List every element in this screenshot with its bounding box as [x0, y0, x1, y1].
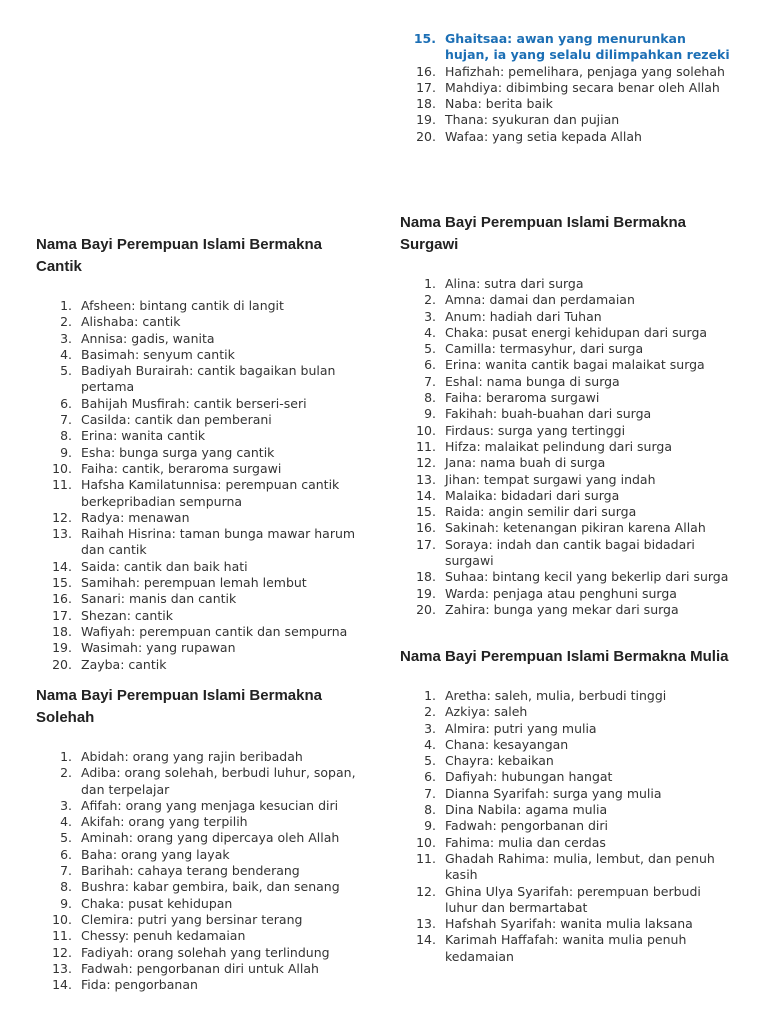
- item-number: 14.: [52, 977, 72, 993]
- item-text: Basimah: senyum cantik: [81, 346, 235, 362]
- section-heading: Nama Bayi Perempuan Islami Bermakna Mulia: [400, 648, 729, 665]
- item-text: Abidah: orang yang rajin beribadah: [81, 749, 303, 764]
- item-text: Dafiyah: hubungan hangat: [445, 769, 613, 785]
- item-text: Afifah: orang yang menjaga kesucian diri: [81, 797, 339, 813]
- list-item: [400, 488, 730, 504]
- list-item: [36, 591, 366, 607]
- item-text: Aretha: saleh, mulia, berbudi tinggi: [445, 688, 667, 703]
- item-text: Eshal: nama bunga di surga: [445, 373, 620, 389]
- item-number: 3.: [424, 720, 436, 736]
- item-text: Sakinah: ketenangan pikiran karena Allah: [445, 520, 706, 536]
- item-number: 5.: [424, 341, 436, 357]
- list-item: [400, 916, 730, 932]
- item-number: 16.: [416, 63, 436, 79]
- item-text: Jana: nama buah di surga: [445, 455, 606, 471]
- list-item: [36, 945, 366, 961]
- section-cantik: [36, 234, 366, 673]
- list-item: [36, 977, 366, 993]
- item-number: 7.: [424, 373, 436, 389]
- item-number: 2.: [60, 765, 72, 781]
- item-text: Suhaa: bintang kecil yang bekerlip dari surga: [445, 569, 729, 585]
- item-text: Ghadah Rahima: mulia, lembut, dan penuh kasih: [445, 850, 715, 883]
- item-number: 9.: [424, 406, 436, 422]
- item-number: 6.: [60, 395, 72, 411]
- item-text: Dina Nabila: agama mulia: [445, 802, 608, 818]
- list-item: [400, 569, 730, 585]
- item-text: Zahira: bunga yang mekar dari surga: [445, 601, 679, 617]
- item-text: Clemira: putri yang bersinar terang: [81, 911, 303, 927]
- item-number: 13.: [416, 916, 436, 932]
- list-item: [36, 331, 366, 347]
- item-text: Fida: pengorbanan: [81, 977, 198, 993]
- item-text: Alishaba: cantik: [81, 314, 181, 330]
- item-number: 2.: [60, 314, 72, 330]
- item-text: Wafaa: yang setia kepada Allah: [445, 128, 642, 144]
- name-list: [400, 276, 730, 618]
- item-number: 15.: [416, 504, 436, 520]
- item-text: Raihah Hisrina: taman bunga mawar harum dan cantik: [81, 526, 356, 558]
- list-item: [400, 802, 730, 818]
- item-text: Fadiyah: orang solehah yang terlindung: [81, 944, 330, 960]
- item-text: Wafiyah: perempuan cantik dan sempurna: [81, 623, 348, 639]
- list-item: [36, 314, 366, 330]
- item-text: Fahima: mulia dan cerdas: [445, 834, 606, 850]
- list-item: [400, 472, 730, 488]
- item-number: 1.: [60, 298, 72, 313]
- item-number: 2.: [424, 292, 436, 308]
- item-number: 7.: [60, 412, 72, 428]
- list-item: [36, 396, 366, 412]
- item-number: 4.: [424, 736, 436, 752]
- item-number: 5.: [60, 363, 72, 379]
- list-item: [36, 559, 366, 575]
- item-text: Annisa: gadis, wanita: [81, 330, 215, 346]
- list-item: [400, 602, 730, 618]
- section-heading: Nama Bayi Perempuan Islami Bermakna Solehah: [36, 687, 322, 726]
- item-text: Adiba: orang solehah, berbudi luhur, sopan, dan terpelajar: [81, 765, 356, 797]
- item-number: 10.: [52, 460, 72, 476]
- section-solehah: [36, 685, 366, 993]
- item-text: Fadwah: pengorbanan diri untuk Allah: [81, 960, 319, 976]
- list-item: [36, 526, 366, 559]
- item-text: Akifah: orang yang terpilih: [81, 814, 248, 830]
- list-item: [36, 912, 366, 928]
- list-item: [400, 537, 730, 570]
- item-text: Karimah Haffafah: wanita mulia penuh kedamaian: [445, 932, 687, 964]
- item-number: 11.: [416, 850, 436, 866]
- item-number: 20.: [416, 128, 436, 144]
- name-list: [400, 31, 730, 145]
- list-item: [400, 851, 730, 884]
- item-text: Jihan: tempat surgawi yang indah: [445, 471, 656, 487]
- list-item: [36, 608, 366, 624]
- list-item: [36, 477, 366, 510]
- list-item: [36, 847, 366, 863]
- list-item: [400, 374, 730, 390]
- item-number: 8.: [424, 802, 436, 818]
- item-number: 18.: [52, 623, 72, 639]
- item-text: Fakihah: buah-buahan dari surga: [445, 406, 652, 422]
- item-number: 14.: [52, 558, 72, 574]
- list-item: [400, 704, 730, 720]
- list-item: [400, 688, 730, 704]
- item-number: 8.: [60, 428, 72, 444]
- item-number: 19.: [52, 640, 72, 656]
- item-text: Bushra: kabar gembira, baik, dan senang: [81, 879, 340, 895]
- item-number: 9.: [424, 818, 436, 834]
- item-text: Dianna Syarifah: surga yang mulia: [445, 785, 662, 801]
- item-number: 14.: [416, 932, 436, 948]
- list-item: [400, 31, 730, 64]
- item-text: Hafshah Syarifah: wanita mulia laksana: [445, 916, 693, 932]
- item-text: Anum: hadiah dari Tuhan: [445, 308, 602, 324]
- item-number: 11.: [416, 438, 436, 454]
- list-item: [400, 721, 730, 737]
- item-number: 19.: [416, 112, 436, 128]
- item-number: 15.: [52, 575, 72, 591]
- list-item: [36, 879, 366, 895]
- list-item: [36, 896, 366, 912]
- name-list: [36, 298, 366, 673]
- list-item: [36, 412, 366, 428]
- item-text: Chaka: pusat kehidupan: [81, 895, 233, 911]
- item-text: Hifza: malaikat pelindung dari surga: [445, 438, 672, 454]
- list-item: [400, 357, 730, 373]
- item-text: Malaika: bidadari dari surga: [445, 487, 620, 503]
- item-text: Radya: menawan: [81, 509, 190, 525]
- item-text: Raida: angin semilir dari surga: [445, 504, 637, 520]
- item-number: 4.: [60, 814, 72, 830]
- item-text: Afsheen: bintang cantik di langit: [81, 298, 284, 313]
- item-number: 1.: [424, 688, 436, 703]
- item-number: 8.: [60, 879, 72, 895]
- section-mulia: [400, 646, 730, 965]
- item-number: 17.: [52, 607, 72, 623]
- item-number: 6.: [424, 769, 436, 785]
- item-number: 13.: [416, 471, 436, 487]
- item-number: 18.: [416, 569, 436, 585]
- list-item: [36, 640, 366, 656]
- list-item: [36, 749, 366, 765]
- item-text: Barihah: cahaya terang benderang: [81, 863, 300, 879]
- item-number: 7.: [424, 785, 436, 801]
- item-text: Fadwah: pengorbanan diri: [445, 818, 608, 834]
- item-text: Erina: wanita cantik bagai malaikat surga: [445, 357, 705, 373]
- item-text: Almira: putri yang mulia: [445, 720, 597, 736]
- item-text: Ghina Ulya Syarifah: perempuan berbudi luhur dan bermartabat: [445, 883, 701, 915]
- list-item: [400, 786, 730, 802]
- list-item: [400, 586, 730, 602]
- list-item: [400, 769, 730, 785]
- item-number: 7.: [60, 863, 72, 879]
- list-item: [400, 406, 730, 422]
- list-item: [400, 276, 730, 292]
- item-number: 10.: [416, 834, 436, 850]
- item-text: Naba: berita baik: [445, 96, 553, 112]
- item-number: 20.: [416, 601, 436, 617]
- item-number: 12.: [52, 509, 72, 525]
- item-number: 4.: [60, 346, 72, 362]
- item-number: 3.: [60, 797, 72, 813]
- item-number: 12.: [416, 455, 436, 471]
- item-text: Firdaus: surga yang tertinggi: [445, 422, 626, 438]
- section-surgawi: [400, 212, 730, 618]
- list-item: [36, 765, 366, 798]
- item-text: Soraya: indah dan cantik bagai bidadari surgawi: [445, 536, 695, 569]
- name-list: [36, 749, 366, 993]
- item-number: 3.: [424, 308, 436, 324]
- list-item: [36, 863, 366, 879]
- list-item: [400, 80, 730, 96]
- list-item: [400, 325, 730, 341]
- item-text: Saida: cantik dan baik hati: [81, 558, 248, 574]
- list-item: [400, 390, 730, 406]
- item-text: Chaka: pusat energi kehidupan dari surga: [445, 324, 708, 340]
- list-item: [36, 575, 366, 591]
- item-text: Mahdiya: dibimbing secara benar oleh Allah: [445, 79, 720, 95]
- list-item: [36, 347, 366, 363]
- list-item: [36, 363, 366, 396]
- item-text: Erina: wanita cantik: [81, 428, 206, 444]
- item-text: Faiha: cantik, beraroma surgawi: [81, 460, 282, 476]
- list-item: [400, 64, 730, 80]
- item-number: 17.: [416, 536, 436, 552]
- item-number: 10.: [52, 911, 72, 927]
- item-number: 15.: [413, 31, 436, 46]
- list-item: [36, 298, 366, 314]
- list-item: [400, 112, 730, 128]
- list-item: [400, 423, 730, 439]
- item-text: Hafsha Kamilatunnisa: perempuan cantik berkepribadian sempurna: [81, 477, 340, 509]
- section-continued: [400, 31, 730, 145]
- list-item: [36, 657, 366, 673]
- item-number: 5.: [424, 753, 436, 769]
- item-number: 20.: [52, 656, 72, 672]
- list-item: [36, 830, 366, 846]
- item-text: Faiha: beraroma surgawi: [445, 390, 600, 406]
- list-item: [36, 624, 366, 640]
- item-text: Zayba: cantik: [81, 656, 167, 672]
- item-number: 6.: [60, 846, 72, 862]
- list-item: [400, 504, 730, 520]
- name-list: [400, 688, 730, 965]
- item-number: 16.: [52, 591, 72, 607]
- item-number: 8.: [424, 390, 436, 406]
- list-item: [400, 455, 730, 471]
- list-item: [36, 814, 366, 830]
- item-number: 19.: [416, 585, 436, 601]
- list-item: [400, 520, 730, 536]
- item-number: 9.: [60, 895, 72, 911]
- item-number: 1.: [424, 276, 436, 291]
- list-item: [400, 309, 730, 325]
- item-text: Baha: orang yang layak: [81, 846, 230, 862]
- item-number: 2.: [424, 704, 436, 720]
- list-item: [400, 932, 730, 965]
- item-number: 4.: [424, 324, 436, 340]
- item-text: Camilla: termasyhur, dari surga: [445, 341, 644, 357]
- item-text: Casilda: cantik dan pemberani: [81, 412, 272, 428]
- list-item: [36, 961, 366, 977]
- list-item: [400, 884, 730, 917]
- item-text: Chessy: penuh kedamaian: [81, 928, 246, 944]
- item-number: 14.: [416, 487, 436, 503]
- list-item: [36, 461, 366, 477]
- item-text: Shezan: cantik: [81, 607, 173, 623]
- item-number: 5.: [60, 830, 72, 846]
- item-number: 12.: [416, 883, 436, 899]
- item-number: 1.: [60, 749, 72, 764]
- list-item: [400, 818, 730, 834]
- item-number: 11.: [52, 928, 72, 944]
- item-text: Chana: kesayangan: [445, 736, 569, 752]
- item-text: Azkiya: saleh: [445, 704, 528, 720]
- item-text: Amna: damai dan perdamaian: [445, 292, 635, 308]
- item-text: Sanari: manis dan cantik: [81, 591, 237, 607]
- list-item: [36, 510, 366, 526]
- item-text: Badiyah Burairah: cantik bagaikan bulan pertama: [81, 363, 336, 395]
- list-item: [36, 798, 366, 814]
- item-text: Chayra: kebaikan: [445, 753, 554, 769]
- item-text: Warda: penjaga atau penghuni surga: [445, 585, 677, 601]
- item-number: 16.: [416, 520, 436, 536]
- list-item: [400, 753, 730, 769]
- item-number: 6.: [424, 357, 436, 373]
- item-text: Thana: syukuran dan pujian: [445, 112, 620, 128]
- item-text: Wasimah: yang rupawan: [81, 640, 236, 656]
- item-text: Samihah: perempuan lemah lembut: [81, 575, 307, 591]
- list-item: [400, 292, 730, 308]
- item-number: 12.: [52, 944, 72, 960]
- item-text: Ghaitsaa: awan yang menurunkan hujan, ia yang selalu dilimpahkan rezeki: [445, 31, 730, 63]
- item-text: Hafizhah: pemelihara, penjaga yang solehah: [445, 63, 725, 79]
- item-text: Bahijah Musfirah: cantik berseri-seri: [81, 395, 307, 411]
- list-item: [36, 928, 366, 944]
- list-item: [400, 439, 730, 455]
- list-item: [400, 835, 730, 851]
- item-number: 13.: [52, 960, 72, 976]
- list-item: [36, 428, 366, 444]
- item-text: Aminah: orang yang dipercaya oleh Allah: [81, 830, 340, 846]
- item-number: 11.: [52, 477, 72, 493]
- item-text: Esha: bunga surga yang cantik: [81, 444, 275, 460]
- list-item: [400, 96, 730, 112]
- item-number: 9.: [60, 444, 72, 460]
- item-number: 3.: [60, 330, 72, 346]
- section-heading: Nama Bayi Perempuan Islami Bermakna Surgawi: [400, 214, 686, 253]
- item-text: Alina: sutra dari surga: [445, 276, 584, 291]
- list-item: [400, 737, 730, 753]
- section-heading: Nama Bayi Perempuan Islami Bermakna Cantik: [36, 236, 322, 275]
- item-number: 18.: [416, 96, 436, 112]
- list-item: [36, 445, 366, 461]
- list-item: [400, 341, 730, 357]
- list-item: [400, 129, 730, 145]
- item-number: 13.: [52, 526, 72, 542]
- item-number: 10.: [416, 422, 436, 438]
- item-number: 17.: [416, 79, 436, 95]
